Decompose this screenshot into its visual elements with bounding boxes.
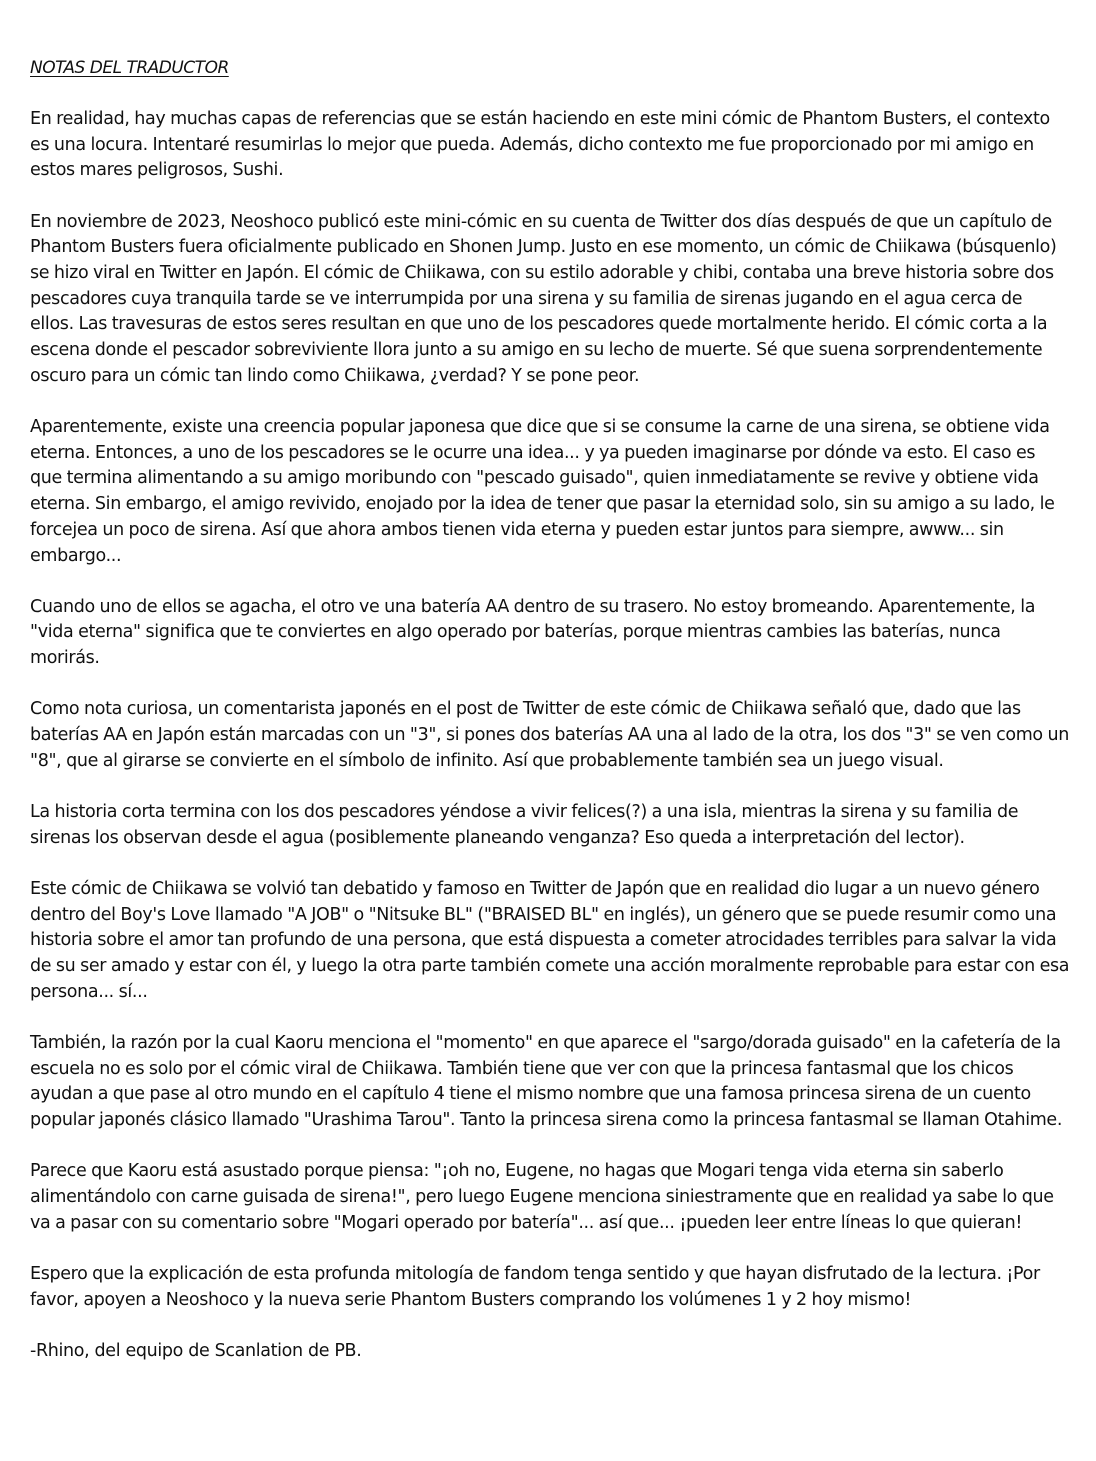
signature: -Rhino, del equipo de Scanlation de PB. — [30, 1340, 362, 1361]
paragraph-intro: En realidad, hay muchas capas de referencias que se están haciendo en este mini cómic de Phantom Busters, el contexto es una locura. Intentaré resumirlas lo mejor que pueda. Además, dicho contexto me fue proporcionado por mi amigo en estos mares peligrosos, Sushi. — [30, 109, 1050, 181]
paragraph-genre: Este cómic de Chiikawa se volvió tan debatido y famoso en Twitter de Japón que en realidad dio lugar a un nuevo género dentro del Boy's Love llamado "A JOB" o "Nitsuke BL" ("BRAISED BL" en inglés), un género que se puede resumir como una historia sobre el amor tan profundo de una persona, que está dispuesta a cometer atrocidades terribles para salvar la vida de su ser amado y estar con él, y luego la otra parte también comete una acción moralmente reprobable para estar con esa persona... sí... — [30, 878, 1070, 1002]
paragraph-fun-fact: Como nota curiosa, un comentarista japonés en el post de Twitter de este cómic de Chiikawa señaló que, dado que las baterías AA en Japón están marcadas con un "3", si pones dos baterías AA una al lado de la otra, los dos "3" se ven como un "8", que al girarse se convierte en el símbolo de infinito. Así que probablemente también sea un juego visual. — [30, 699, 1069, 771]
paragraph-chiikawa-comic: En noviembre de 2023, Neoshoco publicó este mini-cómic en su cuenta de Twitter dos días después de que un capítulo de Phantom Busters fuera oficialmente publicado en Shonen Jump. Justo en ese momento, un cómic de Chiikawa (búsquenlo) se hizo viral en Twitter en Japón. El cómic de Chiikawa, con su estilo adorable y chibi, contaba una breve historia sobre dos pescadores cuya tranquila tarde se ve interrumpida por una sirena y su familia de sirenas jugando en el agua cerca de ellos. Las travesuras de estos seres resultan en que uno de los pescadores quede mortalmente herido. El cómic corta a la escena donde el pescador sobreviviente llora junto a su amigo en su lecho de muerte. Sé que suena sorprendentemente oscuro para un cómic tan lindo como Chiikawa, ¿verdad? Y se pone peor. — [30, 211, 1057, 386]
paragraph-mermaid-belief: Aparentemente, existe una creencia popular japonesa que dice que si se consume la carne de una sirena, se obtiene vida eterna. Entonces, a uno de los pescadores se le ocurre una idea... y ya pueden imaginarse por dónde va esto. El caso es que termina alimentando a su amigo moribundo con "pescado guisado", quien inmediatamente se revive y obtiene vida eterna. Sin embargo, el amigo revivido, enojado por la idea de tener que pasar la eternidad solo, sin su amigo a su lado, le forcejea un poco de sirena. Así que ahora ambos tienen vida eterna y pueden estar juntos para siempre, awww... sin embargo... — [30, 417, 1055, 566]
paragraph-kaoru-reason: También, la razón por la cual Kaoru menciona el "momento" en que aparece el "sargo/dorada guisado" en la cafetería de la escuela no es solo por el cómic viral de Chiikawa. También tiene que ver con que la princesa fantasmal que los chicos ayudan a que pase al otro mundo en el capítulo 4 tiene el mismo nombre que una famosa princesa sirena de un cuento popular japonés clásico llamado "Urashima Tarou". Tanto la princesa sirena como la princesa fantasmal se llaman Otahime. — [30, 1032, 1063, 1130]
translator-notes-page — [30, 56, 1070, 1364]
page-title: NOTAS DEL TRADUCTOR — [30, 58, 229, 78]
paragraph-closing: Espero que la explicación de esta profunda mitología de fandom tenga sentido y que hayan disfrutado de la lectura. ¡Por favor, apoyen a Neoshoco y la nueva serie Phantom Busters comprando los volúmenes 1 y 2 hoy mismo! — [30, 1263, 1040, 1310]
paragraph-ending: La historia corta termina con los dos pescadores yéndose a vivir felices(?) a una isla, mientras la sirena y su familia de sirenas los observan desde el agua (posiblemente planeando venganza? Eso queda a interpretación del lector). — [30, 801, 1019, 848]
paragraph-battery: Cuando uno de ellos se agacha, el otro ve una batería AA dentro de su trasero. No estoy bromeando. Aparentemente, la "vida eterna" significa que te conviertes en algo operado por baterías, porque mientras cambies las baterías, nunca morirás. — [30, 596, 1036, 669]
paragraph-kaoru-scared: Parece que Kaoru está asustado porque piensa: "¡oh no, Eugene, no hagas que Mogari tenga vida eterna sin saberlo alimentándolo con carne guisada de sirena!", pero luego Eugene menciona siniestramente que en realidad ya sabe lo que va a pasar con su comentario sobre "Mogari operado por batería"... así que... ¡pueden leer entre líneas lo que quieran! — [30, 1161, 1054, 1233]
